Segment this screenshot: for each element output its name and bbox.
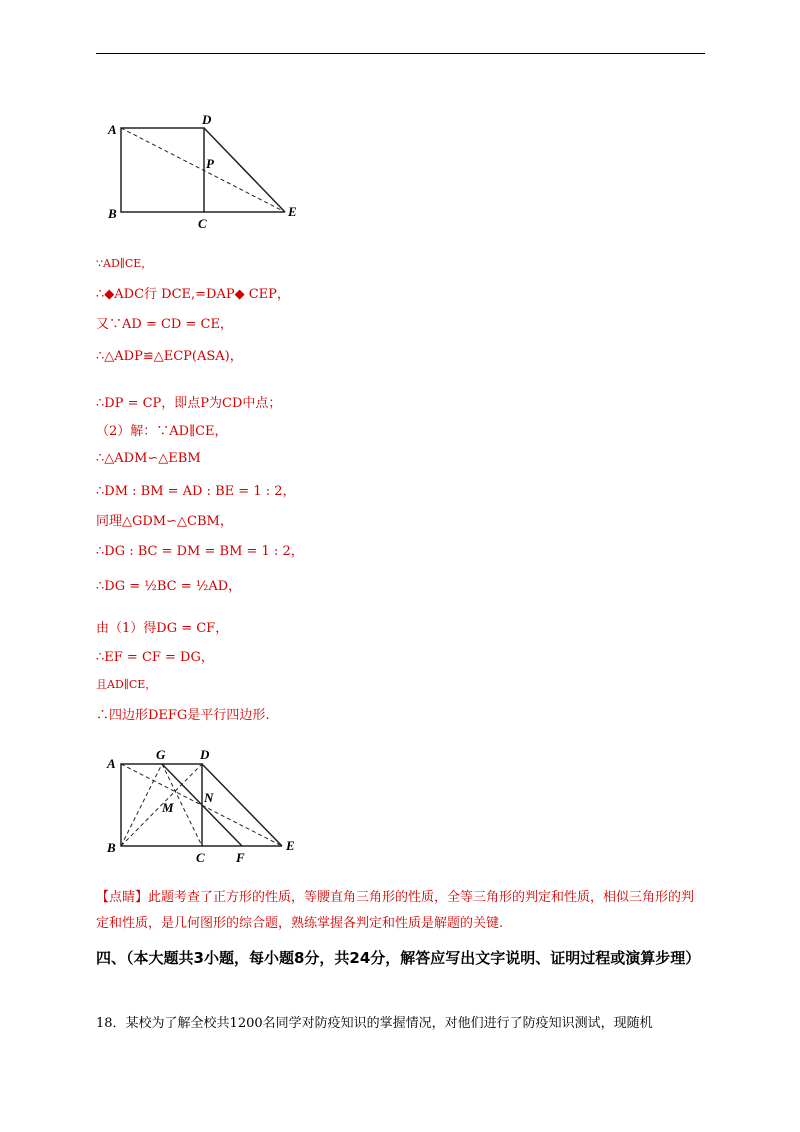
label-A2: A [107,756,116,771]
comment-dianjing: 【点睛】此题考查了正方形的性质，等腰直角三角形的性质，全等三角形的判定和性质，相似三角形的判定和性质，是几何图形的综合题，熟练掌握各判定和性质是解题的关键. [96,890,695,931]
label-D2: D [200,747,210,762]
proof-line-2: ∴◆ADC行 DCE,=DAP◆ CEP， [96,287,290,302]
proof-line-11: ∴DG = ½BC = ½AD， [96,579,242,594]
proof-line-5: ∴DP = CP，即点P为CD中点； [96,396,282,411]
proof-line-3: 又∵AD = CD = CE， [96,317,233,332]
question-18: 18．某校为了解全校共1200名同学对防疫知识的掌握情况，对他们进行了防疫知识测试，现随机 [96,1016,653,1031]
label-B: B [108,206,117,221]
label-F: F [236,850,245,865]
proof-line-12: 由（1）得DG = CF， [96,621,229,636]
label-E: E [288,204,297,219]
label-D: D [202,112,212,127]
proof-line-14: 且AD∥CE， [96,678,157,691]
header-rule [96,53,705,54]
proof-line-7: ∴△ADM∽△EBM [96,451,201,466]
figure-1 [100,108,320,233]
label-C2: C [196,850,205,865]
label-M: M [162,800,174,815]
proof-line-8: ∴DM : BM = AD : BE = 1 : 2， [96,484,296,499]
proof-line-10: ∴DG : BC = DM = BM = 1 : 2， [96,544,304,559]
label-P: P [206,156,214,171]
label-B2: B [107,840,116,855]
proof-line-9: 同理△GDM∽△CBM， [96,514,233,529]
proof-line-1: ∵AD∥CE， [96,257,153,270]
label-G: G [156,747,166,762]
label-C: C [198,216,207,231]
proof-line-15: ∴四边形DEFG是平行四边形. [96,708,270,723]
label-N: N [204,790,214,805]
label-A: A [108,122,117,137]
section-title: 四、（本大题共3小题，每小题8分，共24分，解答应写出文字说明、证明过程或演算步理） [96,949,701,967]
proof-line-4: ∴△ADP≌△ECP(ASA)， [96,349,243,364]
label-E2: E [286,838,295,853]
proof-line-6: （2）解：∵AD∥CE， [96,424,228,439]
figure-2 [100,742,320,867]
proof-line-13: ∴EF = CF = DG， [96,650,214,665]
